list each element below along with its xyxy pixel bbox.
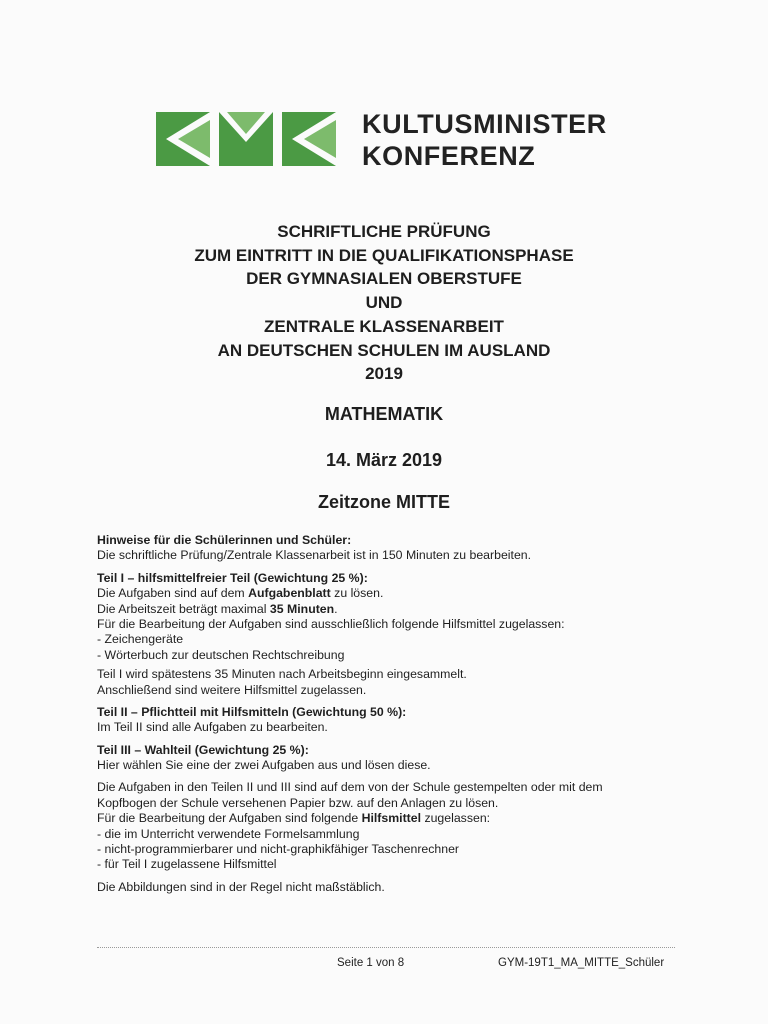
exam-title	[0, 220, 768, 386]
page-number: Seite 1 von 8	[337, 957, 405, 969]
closing-line: Die Aufgaben in den Teilen II und III sind auf dem von der Schule gestempelten oder mit dem	[97, 780, 603, 795]
part1-collect: Teil I wird spätestens 35 Minuten nach Arbeitsbeginn eingesammelt.	[97, 667, 467, 682]
title-line: SCHRIFTLICHE PRÜFUNG	[277, 222, 491, 241]
part3-heading: Teil III – Wahlteil (Gewichtung 25 %):	[97, 742, 309, 757]
title-year: 2019	[365, 364, 403, 384]
title-line: UND	[365, 293, 403, 313]
scale-note: Die Abbildungen sind in der Regel nicht maßstäblich.	[97, 879, 385, 894]
closing-line: Für die Bearbeitung der Aufgaben sind folgende Hilfsmittel zugelassen:	[97, 811, 491, 826]
part1-collect: Anschließend sind weitere Hilfsmittel zugelassen.	[97, 682, 367, 697]
instructions-intro: Die schriftliche Prüfung/Zentrale Klassenarbeit ist in 150 Minuten zu bearbeiten.	[97, 548, 532, 563]
part2-text: Im Teil II sind alle Aufgaben zu bearbeiten.	[97, 720, 328, 735]
closing-list-item: - nicht-programmierbarer und nicht-graphikfähiger Taschenrechner	[97, 842, 460, 857]
org-line-1: KULTUSMINISTER	[362, 109, 607, 139]
part1-heading: Teil I – hilfsmittelfreier Teil (Gewichtung 25 %):	[97, 570, 368, 585]
exam-date: 14. März 2019	[325, 450, 443, 470]
footer-divider	[97, 947, 675, 948]
part3-text: Hier wählen Sie eine der zwei Aufgaben aus und lösen diese.	[97, 758, 431, 773]
time-zone: Zeitzone MITTE	[318, 492, 450, 512]
part1-list-item: - Zeichengeräte	[97, 632, 184, 647]
part1-line: Die Arbeitszeit beträgt maximal 35 Minuten.	[97, 601, 338, 616]
student-instructions	[97, 533, 697, 895]
part1-list-item: - Wörterbuch zur deutschen Rechtschreibung	[97, 647, 345, 662]
title-line: ZUM EINTRITT IN DIE QUALIFIKATIONSPHASE	[194, 245, 574, 265]
part2-heading: Teil II – Pflichtteil mit Hilfsmitteln (Gewichtung 50 %):	[97, 704, 407, 719]
document-id: GYM-19T1_MA_MITTE_Schüler	[498, 957, 665, 969]
part1-line: Die Aufgaben sind auf dem Aufgabenblatt zu lösen.	[97, 586, 384, 601]
organization-name	[362, 108, 607, 172]
closing-list-item: - die im Unterricht verwendete Formelsammlung	[97, 826, 360, 841]
title-line: AN DEUTSCHEN SCHULEN IM AUSLAND	[217, 340, 551, 360]
instructions-heading: Hinweise für die Schülerinnen und Schüler:	[97, 533, 352, 547]
closing-line: Kopfbogen der Schule versehenen Papier bzw. auf den Anlagen zu lösen.	[97, 795, 499, 810]
title-line: ZENTRALE KLASSENARBEIT	[264, 316, 504, 336]
subject-heading: MATHEMATIK	[324, 404, 444, 424]
closing-list-item: - für Teil I zugelassene Hilfsmittel	[97, 857, 277, 872]
title-line: DER GYMNASIALEN OBERSTUFE	[246, 269, 522, 289]
part1-line: Für die Bearbeitung der Aufgaben sind ausschließlich folgende Hilfsmittel zugelassen:	[97, 616, 565, 631]
kmk-logo	[156, 112, 336, 166]
org-line-2: KONFERENZ	[362, 141, 536, 171]
